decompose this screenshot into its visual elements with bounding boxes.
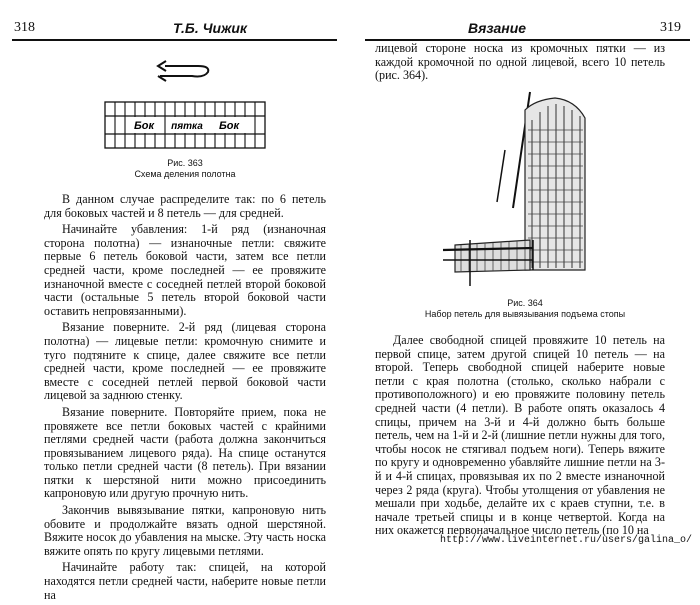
page-number-right: 319 <box>660 20 681 35</box>
footer-url: http://www.liveinternet.ru/users/galina_o/ <box>439 535 692 546</box>
figure-364-caption <box>385 298 665 320</box>
left-body-text <box>44 193 326 605</box>
right-body-text <box>375 334 665 541</box>
caption-text: Набор петель для вывязывания подъема стопы <box>424 309 626 319</box>
caption-text: Схема деления полотна <box>134 169 236 179</box>
figure-363-caption <box>90 158 280 180</box>
running-head-left: Т.Б. Чижик <box>173 20 248 36</box>
label-heel: пятка <box>171 121 203 132</box>
figure-363 <box>100 50 270 160</box>
label-side-left: Бок <box>133 120 155 132</box>
paragraph: В данном случае распределите так: по 6 петель для боковых частей и 8 петель — для средней. <box>44 192 326 220</box>
label-side-right: Бок <box>218 120 240 132</box>
caption-number: Рис. 364 <box>507 298 543 308</box>
paragraph: Вязание поверните. 2-й ряд (лицевая сторона полотна) — лицевые петли: кромочную снимите и туго подтяните к спице, далее свяжите все петли средней части, кроме последней — ее провяжите вместе с соседней петлей первой боковой части лицевой за заднюю стенку. <box>44 320 326 403</box>
figure-364 <box>435 90 635 295</box>
paragraph: Начинайте работу так: спицей, на которой находятся петли средней части, наберите новые петли на <box>44 560 326 602</box>
paragraph: Начинайте убавления: 1-й ряд (изнаночная сторона полотна) — изнаночные петли: свяжите первые 6 петель боковой части, затем все петли средней части, кроме последней — ее провяжите изнаночной вместе с соседней петлей второй боковой части (остальные 5 петель второй боковой части оставить непровязанными). <box>44 222 326 318</box>
page-number-left: 318 <box>14 20 35 35</box>
paragraph: лицевой стороне носка из кромочных пятки — из каждой кромочной по одной лицевой, всего 10 петель (рис. 364). <box>375 41 665 83</box>
paragraph: Закончив вывязывание пятки, капроновую нить обовите и продолжайте вязать одной шерстяной. Вяжите носок до убавления на мыске. Эту часть носка вяжите опять по кругу лицевыми петлями. <box>44 503 326 558</box>
right-intro-text <box>375 42 665 86</box>
caption-number: Рис. 363 <box>167 158 203 168</box>
direction-arrow-icon <box>160 66 208 77</box>
header-rule-left <box>12 39 337 41</box>
right-page <box>355 0 700 552</box>
paragraph: Далее свободной спицей провяжите 10 петель на первой спице, затем другой спицей 10 петель — на второй. Теперь свободной спицей наберите новые петли с края полотна (столько, сколько набрали с противоположного) и ею провяжите половину петель средней части (4 петли). В работе опять оказалось 4 спицы, причем на 3-й и 4-й должно быть больше петель, чем на 1-й и 2-й (лишние петли нужны для того, чтобы носок не стягивал подъем ноги). Теперь вяжите по кругу и одновременно убавляйте лишние петли на 3-й и 4-й спицах, провязывая их по 2 вместе изнаночной через 2 ряда (круга). Чтобы утолщения от убавления не мешали при ходьбе, делайте их с краев ступни, т.е. в начале третьей спицы и в конце четвертой. Когда на них окажется первоначальное число петель (по 10 на <box>375 333 665 538</box>
left-page <box>0 0 340 602</box>
running-head-right: Вязание <box>468 20 527 36</box>
paragraph: Вязание поверните. Повторяйте прием, пока не провяжете все петли боковых частей с крайними петлями средней части (работа должна закончиться провязыванием лицевого ряда). На спице останутся только петли средней части (8 петель). При вязании пятки к шерстяной нити можно присоединить капроновую или другую прочную нить. <box>44 404 326 501</box>
